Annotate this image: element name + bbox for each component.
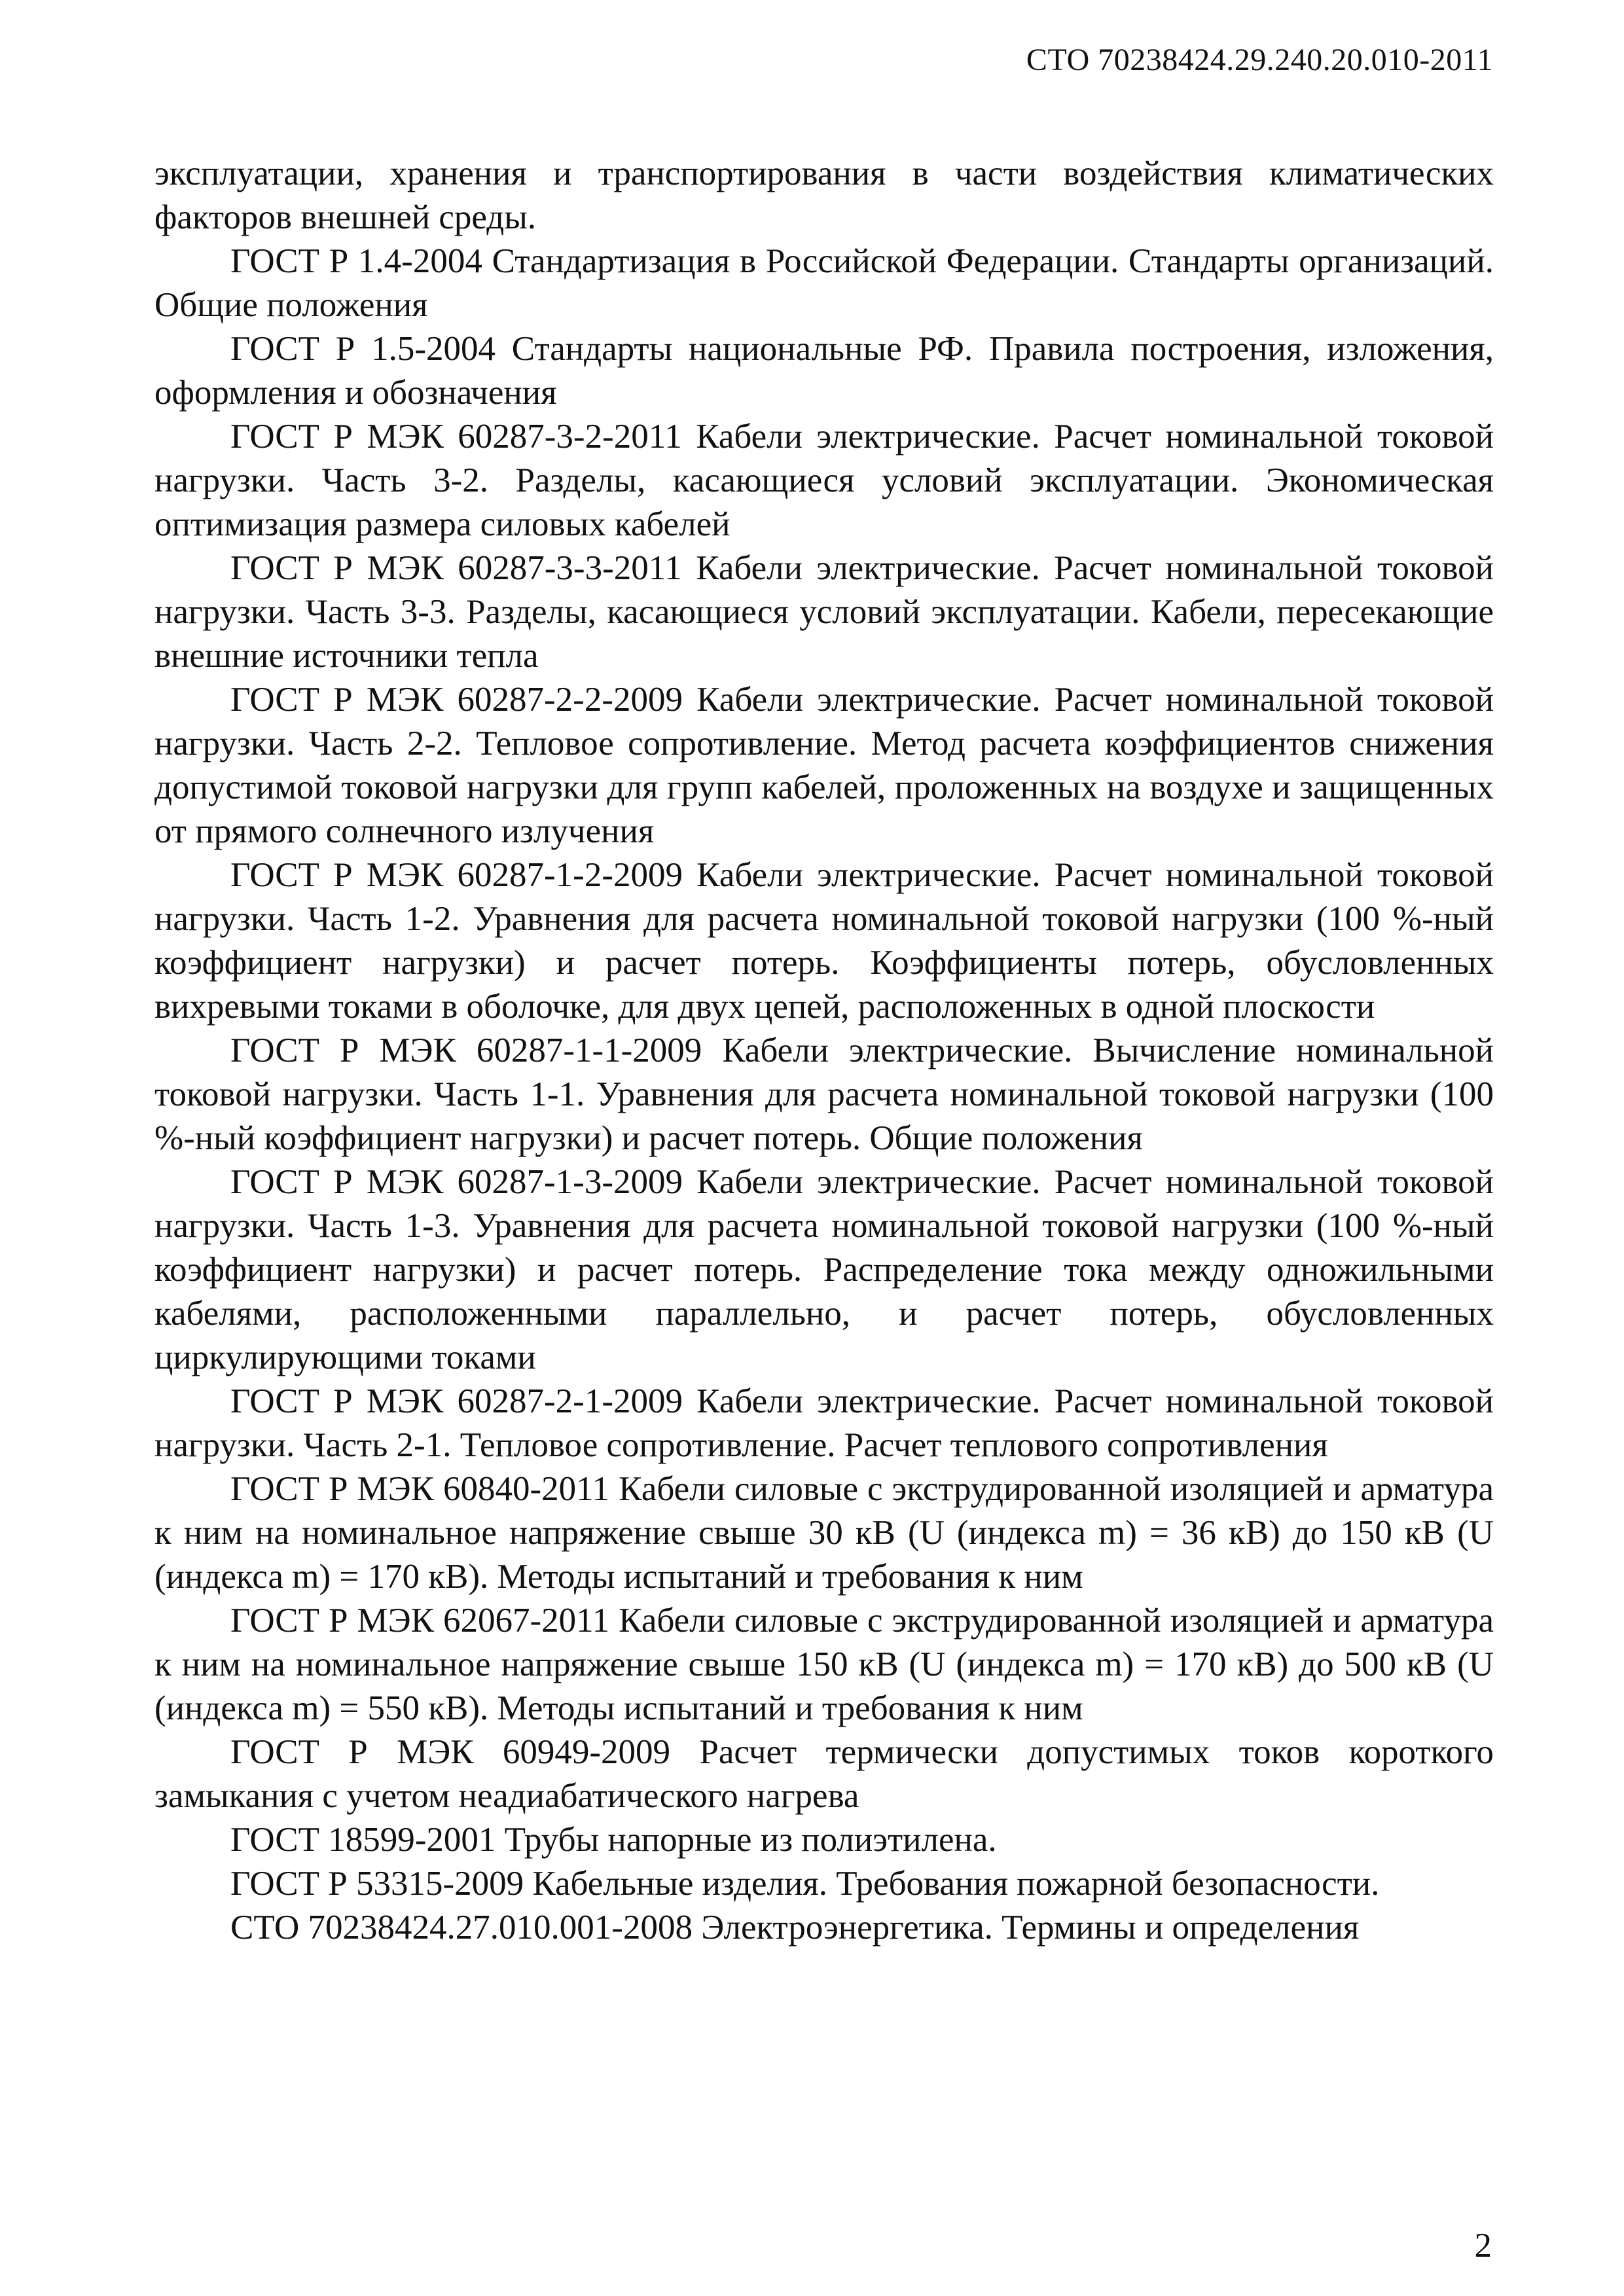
reference-iec-60287-1-3: ГОСТ Р МЭК 60287-1-3-2009 Кабели электрические. Расчет номинальной токовой нагрузки. Часть 1-3. Уравнения для расчета номинальной токовой нагрузки (100 %-ный коэффициент нагрузки) и расчет потерь. Распределение тока между одножильными кабелями, расположенными параллельно, и расчет потерь, обусловленных циркулирующими токами: [154, 1163, 1494, 1376]
page-number: 2: [1474, 2227, 1492, 2265]
document-code-header: СТО 70238424.29.240.20.010-2011: [1026, 43, 1493, 77]
reference-iec-60287-1-2: ГОСТ Р МЭК 60287-1-2-2009 Кабели электрические. Расчет номинальной токовой нагрузки. Часть 1-2. Уравнения для расчета номинальной токовой нагрузки (100 %-ный коэффициент нагрузки) и расчет потерь. Коэффициенты потерь, обусловленных вихревыми токами в оболочке, для двух цепей, расположенных в одной плоскости: [154, 856, 1494, 1026]
reference-iec-60287-3-2: ГОСТ Р МЭК 60287-3-2-2011 Кабели электрические. Расчет номинальной токовой нагрузки. Часть 3-2. Разделы, касающиеся условий эксплуатации. Экономическая оптимизация размера силовых кабелей: [154, 418, 1494, 543]
reference-gost-18599: ГОСТ 18599-2001 Трубы напорные из полиэтилена.: [230, 1821, 997, 1859]
paragraph-continuation: эксплуатации, хранения и транспортирования в части воздействия климатических факторов внешней среды.: [154, 154, 1494, 236]
document-body: [154, 152, 1494, 1950]
reference-gost-r-1-4-2004: ГОСТ Р 1.4-2004 Стандартизация в Российской Федерации. Стандарты организаций. Общие положения: [154, 242, 1494, 324]
reference-iec-60840: ГОСТ Р МЭК 60840-2011 Кабели силовые с экструдированной изоляцией и арматура к ним на номинальное напряжение свыше 30 кВ (U (индекса m) = 36 кВ) до 150 кВ (U (индекса m) = 170 кВ). Методы испытаний и требования к ним: [154, 1470, 1494, 1596]
reference-gost-r-53315: ГОСТ Р 53315-2009 Кабельные изделия. Требования пожарной безопасности.: [230, 1865, 1380, 1903]
reference-iec-60949: ГОСТ Р МЭК 60949-2009 Расчет термически допустимых токов короткого замыкания с учетом неадиабатического нагрева: [154, 1733, 1494, 1815]
reference-iec-60287-2-1: ГОСТ Р МЭК 60287-2-1-2009 Кабели электрические. Расчет номинальной токовой нагрузки. Часть 2-1. Тепловое сопротивление. Расчет теплового сопротивления: [154, 1382, 1494, 1464]
reference-iec-60287-3-3: ГОСТ Р МЭК 60287-3-3-2011 Кабели электрические. Расчет номинальной токовой нагрузки. Часть 3-3. Разделы, касающиеся условий эксплуатации. Кабели, пересекающие внешние источники тепла: [154, 549, 1494, 675]
reference-iec-62067: ГОСТ Р МЭК 62067-2011 Кабели силовые с экструдированной изоляцией и арматура к ним на номинальное напряжение свыше 150 кВ (U (индекса m) = 170 кВ) до 500 кВ (U (индекса m) = 550 кВ). Методы испытаний и требования к ним: [154, 1602, 1494, 1727]
reference-gost-r-1-5-2004: ГОСТ Р 1.5-2004 Стандарты национальные РФ. Правила построения, изложения, оформления и обозначения: [154, 330, 1494, 412]
reference-iec-60287-1-1: ГОСТ Р МЭК 60287-1-1-2009 Кабели электрические. Вычисление номинальной токовой нагрузки. Часть 1-1. Уравнения для расчета номинальной токовой нагрузки (100 %-ный коэффициент нагрузки) и расчет потерь. Общие положения: [154, 1031, 1494, 1157]
reference-sto-70238424: СТО 70238424.27.010.001-2008 Электроэнергетика. Термины и определения: [230, 1909, 1360, 1946]
reference-iec-60287-2-2: ГОСТ Р МЭК 60287-2-2-2009 Кабели электрические. Расчет номинальной токовой нагрузки. Часть 2-2. Тепловое сопротивление. Метод расчета коэффициентов снижения допустимой токовой нагрузки для групп кабелей, проложенных на воздухе и защищенных от прямого солнечного излучения: [154, 681, 1494, 850]
